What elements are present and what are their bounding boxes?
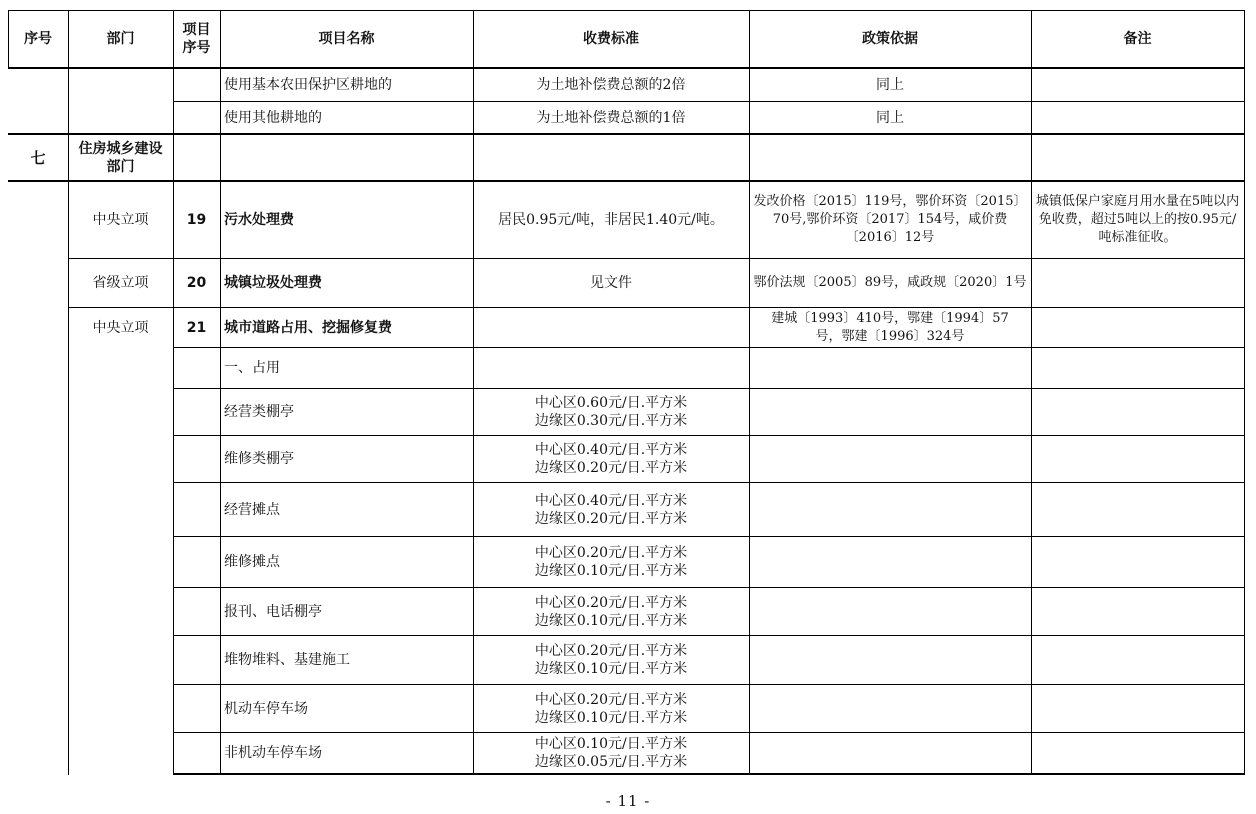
fee-standard: 为土地补偿费总额的2倍 xyxy=(536,77,686,93)
standard-edge: 边缘区0.10元/日.平方米 xyxy=(534,612,688,629)
dept-cell: 省级立项 xyxy=(92,275,149,291)
standard-edge: 边缘区0.30元/日.平方米 xyxy=(534,413,688,429)
item-name: 城镇垃圾处理费 xyxy=(224,275,322,291)
col-line-6 xyxy=(1031,10,1032,775)
item-name: 城市道路占用、挖掘修复费 xyxy=(224,319,392,336)
item-name: 一、占用 xyxy=(224,360,280,376)
item-name: 经营类棚亭 xyxy=(224,404,294,420)
header-remark: 备注 xyxy=(1123,30,1152,47)
policy-basis: 鄂价法规〔2005〕89号，咸政规〔2020〕1号 xyxy=(753,275,1027,290)
standard-edge: 边缘区0.10元/日.平方米 xyxy=(534,661,688,677)
fee-standard xyxy=(473,588,749,635)
item-name: 经营摊点 xyxy=(224,501,280,518)
standard-center: 中心区0.20元/日.平方米 xyxy=(534,643,688,659)
fee-standard: 见文件 xyxy=(590,275,632,291)
item-name: 堆物堆料、基建施工 xyxy=(224,652,350,668)
policy-basis: 同上 xyxy=(876,77,904,93)
col-line-7 xyxy=(1244,10,1245,775)
header-dept: 部门 xyxy=(106,30,135,47)
standard-center: 中心区0.20元/日.平方米 xyxy=(534,545,688,561)
page-number: - 11 - xyxy=(605,792,651,810)
item-name: 维修类棚亭 xyxy=(224,451,294,467)
col-line-2 xyxy=(173,10,174,775)
standard-center: 中心区0.40元/日.平方米 xyxy=(534,442,688,458)
item-name: 使用基本农田保护区耕地的 xyxy=(224,77,392,93)
col-line-1 xyxy=(68,10,69,775)
item-name: 使用其他耕地的 xyxy=(224,109,322,126)
standard-center: 中心区0.60元/日.平方米 xyxy=(534,395,688,411)
standard-center: 中心区0.40元/日.平方米 xyxy=(534,492,688,509)
standard-edge: 边缘区0.20元/日.平方米 xyxy=(534,510,688,527)
item-name: 污水处理费 xyxy=(224,212,294,228)
fee-standard xyxy=(473,685,749,732)
policy-basis: 发改价格〔2015〕119号，鄂价环资〔2015〕70号,鄂价环资〔2017〕154号，咸价费〔2016〕12号 xyxy=(753,194,1027,245)
policy-basis: 建城〔1993〕410号，鄂建〔1994〕57号，鄂建〔1996〕324号 xyxy=(771,310,1009,344)
item-name: 非机动车停车场 xyxy=(224,745,322,761)
standard-edge: 边缘区0.10元/日.平方米 xyxy=(534,709,688,726)
item-no: 19 xyxy=(186,212,207,228)
fee-standard: 居民0.95元/吨，非居民1.40元/吨。 xyxy=(498,212,724,228)
fee-standard xyxy=(473,389,749,435)
section-dept: 住房城乡建设部门 xyxy=(78,140,163,175)
header-seq: 序号 xyxy=(24,30,52,47)
row-line xyxy=(173,773,1244,775)
standard-edge: 边缘区0.10元/日.平方米 xyxy=(534,563,688,579)
fee-standard xyxy=(473,537,749,587)
section-seq: 七 xyxy=(30,148,46,167)
standard-center: 中心区0.20元/日.平方米 xyxy=(534,691,688,708)
standard-edge: 边缘区0.20元/日.平方米 xyxy=(534,460,688,476)
row-line xyxy=(8,133,1244,135)
standard-edge: 边缘区0.05元/日.平方米 xyxy=(534,754,688,770)
fee-standard xyxy=(473,733,749,773)
item-name: 维修摊点 xyxy=(224,554,280,570)
header-item-no: 项目 序号 xyxy=(182,21,211,56)
policy-basis: 同上 xyxy=(876,109,904,126)
item-name: 报刊、电话棚亭 xyxy=(224,603,322,620)
remark: 城镇低保户家庭月用水量在5吨以内免收费，超过5吨以上的按0.95元/吨标准征收。 xyxy=(1035,194,1240,245)
dept-cell: 中央立项 xyxy=(92,212,149,228)
fee-standard: 为土地补偿费总额的1倍 xyxy=(536,109,686,126)
fee-standard xyxy=(473,436,749,482)
fee-standard xyxy=(473,483,749,536)
header-standard: 收费标准 xyxy=(583,30,639,47)
fee-standard xyxy=(473,636,749,684)
header-item-name: 项目名称 xyxy=(318,30,375,47)
header-policy: 政策依据 xyxy=(862,30,918,47)
item-no: 21 xyxy=(186,319,207,336)
standard-center: 中心区0.20元/日.平方米 xyxy=(534,594,688,611)
dept-cell: 中央立项 xyxy=(92,319,149,336)
item-name: 机动车停车场 xyxy=(224,700,308,717)
standard-center: 中心区0.10元/日.平方米 xyxy=(534,736,688,752)
item-no: 20 xyxy=(186,275,207,291)
